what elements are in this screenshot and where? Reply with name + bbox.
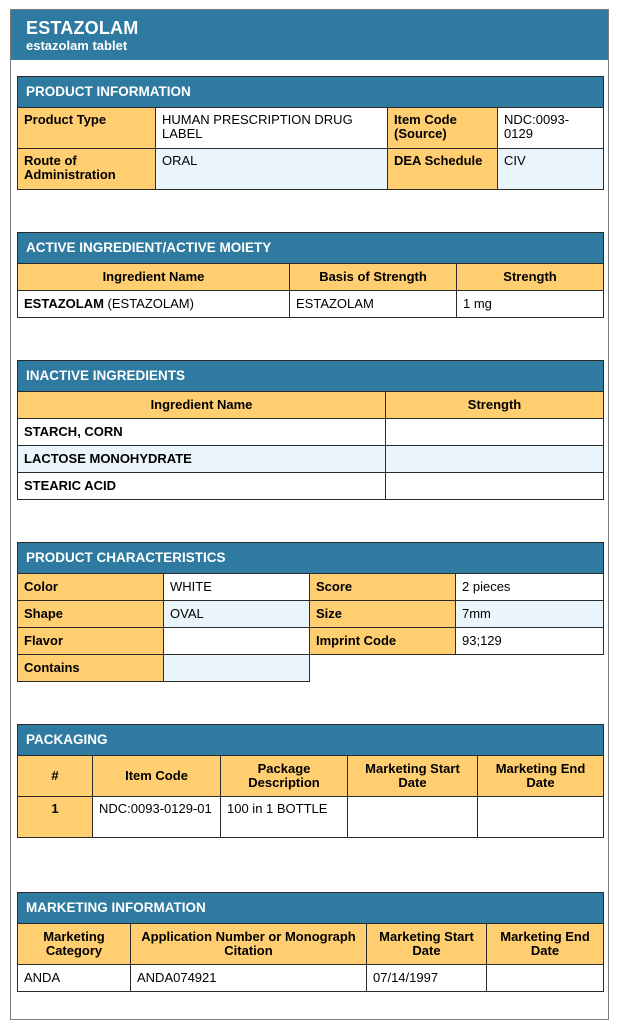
application-number: ANDA074921 <box>131 965 367 992</box>
packaging-heading: PACKAGING <box>18 725 604 756</box>
active-ingredient-table <box>17 232 604 318</box>
contains-value <box>164 655 310 682</box>
package-item-code: NDC:0093-0129-01 <box>93 797 221 838</box>
packaging-table <box>17 724 604 838</box>
table-row <box>18 473 604 500</box>
color-value: WHITE <box>164 574 310 601</box>
product-type-value: HUMAN PRESCRIPTION DRUG LABEL <box>156 108 388 149</box>
score-label: Score <box>310 574 456 601</box>
empty-cell <box>310 655 604 682</box>
route-label: Route of Administration <box>18 149 156 190</box>
table-row <box>18 419 604 446</box>
flavor-value <box>164 628 310 655</box>
col-number: # <box>18 756 93 797</box>
marketing-category: ANDA <box>18 965 131 992</box>
drug-subtitle: estazolam tablet <box>26 38 128 53</box>
contains-label: Contains <box>18 655 164 682</box>
inactive-ingredient-name: STEARIC ACID <box>18 473 386 500</box>
drug-title: ESTAZOLAM <box>26 18 139 38</box>
product-type-label: Product Type <box>18 108 156 149</box>
col-item-code: Item Code <box>93 756 221 797</box>
imprint-code-label: Imprint Code <box>310 628 456 655</box>
table-row <box>18 291 604 318</box>
product-characteristics-heading: PRODUCT CHARACTERISTICS <box>18 543 604 574</box>
marketing-end-date <box>487 965 604 992</box>
inactive-ingredient-strength <box>386 446 604 473</box>
basis-of-strength: ESTAZOLAM <box>290 291 457 318</box>
col-marketing-category: Marketing Category <box>18 924 131 965</box>
col-marketing-end-date: Marketing End Date <box>487 924 604 965</box>
col-basis-of-strength: Basis of Strength <box>290 264 457 291</box>
col-strength: Strength <box>457 264 604 291</box>
shape-label: Shape <box>18 601 164 628</box>
marketing-information-heading: MARKETING INFORMATION <box>18 893 604 924</box>
col-application-number: Application Number or Monograph Citation <box>131 924 367 965</box>
score-value: 2 pieces <box>456 574 604 601</box>
item-code-value: NDC:0093-0129 <box>498 108 604 149</box>
package-end-date <box>478 797 604 838</box>
inactive-ingredient-name: STARCH, CORN <box>18 419 386 446</box>
flavor-label: Flavor <box>18 628 164 655</box>
active-ingredient-heading: ACTIVE INGREDIENT/ACTIVE MOIETY <box>18 233 604 264</box>
product-information-heading: PRODUCT INFORMATION <box>18 77 604 108</box>
package-description: 100 in 1 BOTTLE <box>221 797 348 838</box>
dea-schedule-label: DEA Schedule <box>388 149 498 190</box>
product-information-table <box>17 76 604 190</box>
size-value: 7mm <box>456 601 604 628</box>
package-number: 1 <box>18 797 93 838</box>
col-inactive-ingredient-name: Ingredient Name <box>18 392 386 419</box>
col-ingredient-name: Ingredient Name <box>18 264 290 291</box>
inactive-ingredients-table <box>17 360 604 500</box>
ingredient-name-moiety: (ESTAZOLAM) <box>103 296 194 311</box>
marketing-information-table <box>17 892 604 992</box>
imprint-code-value: 93;129 <box>456 628 604 655</box>
table-row <box>18 797 604 838</box>
inactive-ingredient-strength <box>386 419 604 446</box>
col-package-description: Package Description <box>221 756 348 797</box>
col-marketing-start-date: Marketing Start Date <box>348 756 478 797</box>
size-label: Size <box>310 601 456 628</box>
shape-value: OVAL <box>164 601 310 628</box>
ingredient-name <box>18 291 290 318</box>
table-row <box>18 965 604 992</box>
product-characteristics-table <box>17 542 604 682</box>
strength: 1 mg <box>457 291 604 318</box>
col-inactive-strength: Strength <box>386 392 604 419</box>
drug-header <box>11 10 608 60</box>
color-label: Color <box>18 574 164 601</box>
dea-schedule-value: CIV <box>498 149 604 190</box>
table-row <box>18 446 604 473</box>
marketing-start-date: 07/14/1997 <box>367 965 487 992</box>
inactive-ingredient-name: LACTOSE MONOHYDRATE <box>18 446 386 473</box>
item-code-label: Item Code (Source) <box>388 108 498 149</box>
package-start-date <box>348 797 478 838</box>
inactive-ingredient-strength <box>386 473 604 500</box>
inactive-ingredients-heading: INACTIVE INGREDIENTS <box>18 361 604 392</box>
ingredient-name-bold: ESTAZOLAM <box>24 296 104 311</box>
col-marketing-end-date: Marketing End Date <box>478 756 604 797</box>
route-value: ORAL <box>156 149 388 190</box>
col-marketing-start-date: Marketing Start Date <box>367 924 487 965</box>
